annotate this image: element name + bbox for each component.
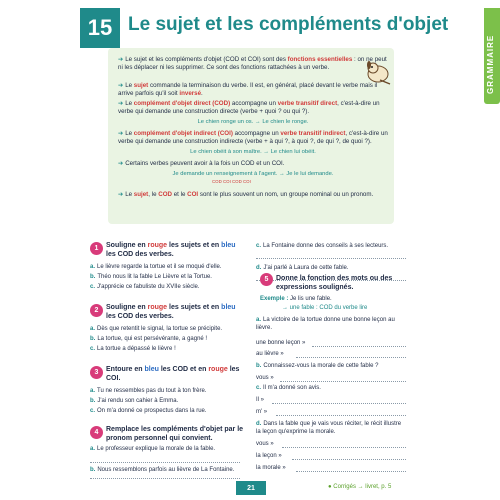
answer-line[interactable] bbox=[90, 478, 240, 479]
exercise-1-a: a. Le lièvre regarde la tortue et il se moqué d'elle. bbox=[90, 264, 222, 270]
exercise-5-d: d. Dans la fable que je vais vous réciter, le récit illustre la leçon qu'exprime la morale. bbox=[256, 421, 402, 435]
arrow-icon: ➔ bbox=[118, 130, 124, 137]
arrow-icon: ➔ bbox=[118, 160, 124, 167]
exercise-5-title: Donne la fonction des mots ou des expressions soulignés. bbox=[276, 275, 393, 291]
answer-line[interactable] bbox=[296, 471, 406, 472]
chapter-title: Le sujet et les compléments d'objet bbox=[128, 14, 449, 35]
exercise-5-c1: Il » bbox=[256, 397, 265, 403]
answer-line[interactable] bbox=[272, 403, 406, 404]
exercise-4-a: a. Le professeur explique la morale de la fable. bbox=[90, 446, 216, 452]
exercise-2-a: a. Dès que retentit le signal, la tortue se précipite. bbox=[90, 326, 223, 332]
exercise-5-d1: vous » bbox=[256, 441, 274, 447]
exercise-5-a2: au lièvre » bbox=[256, 351, 284, 357]
section-tab bbox=[484, 8, 500, 104]
exercise-5-b1: vous » bbox=[256, 375, 274, 381]
exercise-3-a: a. Tu ne ressembles pas du tout à ton frère. bbox=[90, 388, 207, 394]
exercise-number: 3 bbox=[90, 366, 103, 379]
exercise-number: 1 bbox=[90, 242, 103, 255]
exercise-5-a: a. La victoire de la tortue donne une bonne leçon au lièvre. bbox=[256, 317, 395, 331]
exercise-5-d2: la leçon » bbox=[256, 453, 282, 459]
answer-line[interactable] bbox=[276, 415, 406, 416]
example-coi: Le chien obéit à son maître. → Le chien lui obéit. bbox=[190, 149, 316, 155]
example-cod: Le chien ronge un os. → Le chien le ronge. bbox=[197, 119, 309, 125]
answer-line[interactable] bbox=[282, 447, 406, 448]
exercise-5-example: Exemple : Je lis une fable. bbox=[260, 296, 332, 302]
answer-line[interactable] bbox=[312, 346, 406, 347]
exercise-4-d: d. J'ai parlé à Laura de cette fable. bbox=[256, 265, 349, 271]
example-both: Je demande un renseignement à l'agent. → Je le lui demande. bbox=[172, 171, 334, 177]
arrow-icon: ➔ bbox=[118, 100, 124, 107]
exercise-3-c: c. On m'a donné ce prospectus dans la rue. bbox=[90, 408, 207, 414]
exercise-4-c: c. La Fontaine donne des conseils à ses lecteurs. bbox=[256, 243, 389, 249]
section-tab-label: GRAMMAIRE bbox=[486, 34, 495, 94]
answer-line[interactable] bbox=[292, 459, 406, 460]
rule-coi: ➔ Le complément d'objet indirect (COI) accompagne un verbe transitif indirect, c'est-à-dire un verbe qui demande une construction indirecte (verbe + à qui ?, à quoi ?, de qui ?, de quoi ?). bbox=[118, 130, 388, 145]
exercise-2-title: Souligne en rouge les sujets et en bleu les COD des verbes. bbox=[106, 304, 236, 320]
exercise-1-c: c. J'apprécie ce fabuliste du XVIIe siècle. bbox=[90, 284, 200, 290]
chapter-number: 15 bbox=[80, 8, 120, 48]
exercise-number: 2 bbox=[90, 304, 103, 317]
rule-cod: ➔ Le complément d'objet direct (COD) accompagne un verbe transitif direct, c'est-à-dire un verbe qui demande une construction directe (verbe + quoi ? ou qui ?). bbox=[118, 100, 380, 115]
rule-subject: ➔ Le sujet commande la terminaison du verbe. Il est, en général, placé devant le verbe mais il arrive parfois qu'il soit inversé. bbox=[118, 82, 378, 97]
arrow-icon: ➔ bbox=[118, 191, 124, 198]
example-both-labels: COD COI COD COI bbox=[212, 179, 251, 184]
exercise-1-b: b. Théo nous lit la fable Le Lièvre et la Tortue. bbox=[90, 274, 212, 280]
exercise-5-b: b. Connaissez-vous la morale de cette fable ? bbox=[256, 363, 379, 369]
exercise-2-b: b. La tortue, qui est persévérante, a gagné ! bbox=[90, 336, 208, 342]
rule-both: ➔ Certains verbes peuvent avoir à la fois un COD et un COI. bbox=[118, 160, 285, 167]
exercise-number: 4 bbox=[90, 426, 103, 439]
exercise-number: 5 bbox=[260, 273, 273, 286]
answer-line[interactable] bbox=[296, 357, 406, 358]
answer-line[interactable] bbox=[256, 258, 406, 259]
exercise-4-b: b. Nous ressemblons parfois au lièvre de La Fontaine. bbox=[90, 467, 235, 473]
answer-line[interactable] bbox=[90, 462, 240, 463]
exercise-3-title: Entoure en bleu les COD et en rouge les COI. bbox=[106, 366, 240, 382]
exercise-5-c: c. Il m'a donné son avis. bbox=[256, 385, 321, 391]
answer-line[interactable] bbox=[280, 381, 406, 382]
arrow-icon: ➔ bbox=[118, 56, 124, 63]
page-number: 21 bbox=[236, 481, 266, 495]
exercise-5-a1: une bonne leçon » bbox=[256, 340, 306, 346]
exercise-1-title: Souligne en rouge les sujets et en bleu les COD des verbes. bbox=[106, 242, 236, 258]
answers-reference: ● Corrigés → livret, p. 5 bbox=[328, 484, 392, 490]
exercise-5-c2: m' » bbox=[256, 409, 268, 415]
rules-box bbox=[108, 48, 394, 224]
exercise-3-b: b. J'ai rendu son cahier à Emma. bbox=[90, 398, 179, 404]
exercise-5-d3: la morale » bbox=[256, 465, 286, 471]
arrow-icon: ➔ bbox=[118, 82, 124, 89]
rule-functions: ➔ Le sujet et les compléments d'objet (COD et COI) sont des fonctions essentielles : on ne peut ni les déplacer ni les supprimer. Ce sont des fonctions rattachées à un verbe. bbox=[118, 56, 387, 71]
rule-nature: ➔ Le sujet, le COD et le COI sont le plus souvent un nom, un groupe nominal ou un pronom. bbox=[118, 191, 374, 198]
exercise-4-title: Remplace les compléments d'objet par le pronom personnel qui convient. bbox=[106, 426, 244, 442]
exercise-5-example-answer: → une fable : COD du verbe lire bbox=[282, 305, 368, 311]
exercise-2-c: c. La tortue a dépassé le lièvre ! bbox=[90, 346, 176, 352]
